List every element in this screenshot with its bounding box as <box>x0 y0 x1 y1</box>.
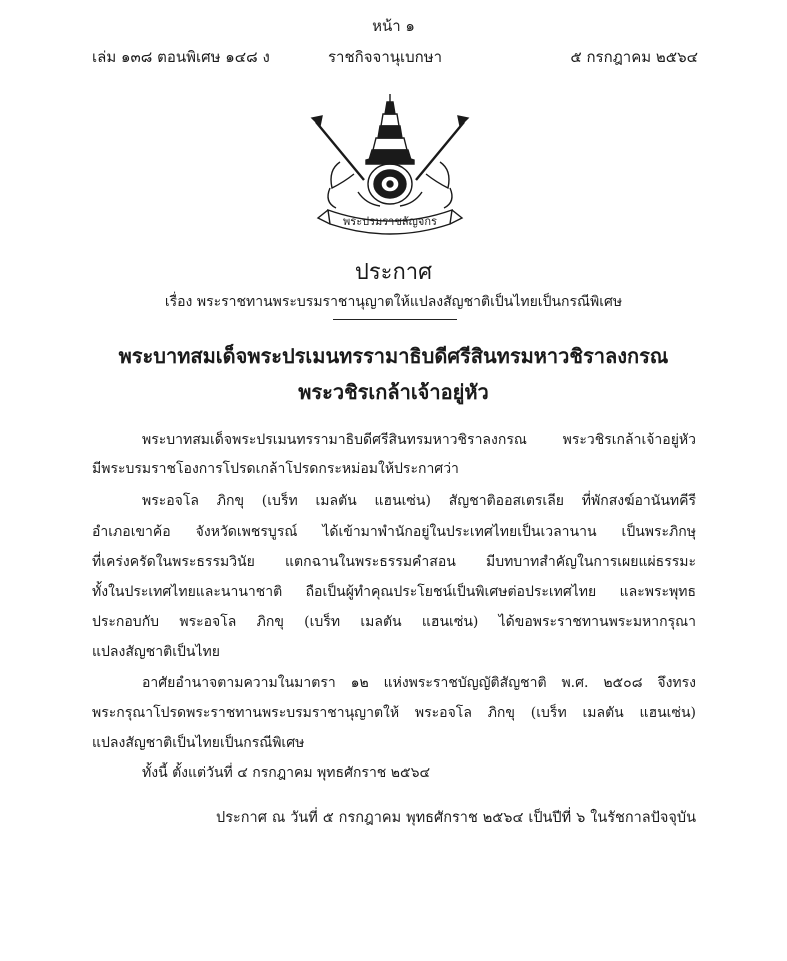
body-line: พระอจโล ภิกขุ (เบร็ท เมลตัน แฮนเซ่น) สัญชาติออสเตรเลีย ที่พักสงฆ์อานันทคีรี <box>142 493 696 509</box>
volume-issue: เล่ม ๑๓๘ ตอนพิเศษ ๑๔๘ ง <box>92 48 270 66</box>
publication-date: ๕ กรกฎาคม ๒๕๖๔ <box>570 48 698 66</box>
body-line: อำเภอเขาค้อ จังหวัดเพชรบูรณ์ ได้เข้ามาพำนักอยู่ในประเทศไทยเป็นเวลานาน เป็นพระภิกษุ <box>92 524 696 540</box>
title-divider <box>333 319 457 320</box>
subject-line: เรื่อง พระราชทานพระบรมราชานุญาตให้แปลงสัญชาติเป็นไทยเป็นกรณีพิเศษ <box>164 294 623 310</box>
body-line: แปลงสัญชาติเป็นไทยเป็นกรณีพิเศษ <box>92 735 305 751</box>
body-line: มีพระบรมราชโองการโปรดเกล้าโปรดกระหม่อมให้ประกาศว่า <box>92 461 459 477</box>
body-line: พระกรุณาโปรดพระราชทานพระบรมราชานุญาตให้ พระอจโล ภิกขุ (เบร็ท เมลตัน แฮนเซ่น) <box>92 705 696 721</box>
king-title-line-1: พระบาทสมเด็จพระปรเมนทรรามาธิบดีศรีสินทรมหาวชิราลงกรณ <box>118 344 669 368</box>
body-line: พระบาทสมเด็จพระปรเมนทรรามาธิบดีศรีสินทรมหาวชิราลงกรณ พระวชิรเกล้าเจ้าอยู่หัว <box>142 432 696 448</box>
body-line: ประกอบกับ พระอจโล ภิกขุ (เบร็ท เมลตัน แฮนเซ่น) ได้ขอพระราชทานพระมหากรุณา <box>92 614 696 630</box>
body-line: ทั้งนี้ ตั้งแต่วันที่ ๔ กรกฎาคม พุทธศักราช ๒๕๖๔ <box>142 765 431 781</box>
body-line: แปลงสัญชาติเป็นไทย <box>92 644 220 660</box>
signoff-line: ประกาศ ณ วันที่ ๕ กรกฎาคม พุทธศักราช ๒๕๖๔ เป็นปีที่ ๖ ในรัชกาลปัจจุบัน <box>216 810 696 826</box>
publication-name: ราชกิจจานุเบกษา <box>328 48 443 66</box>
body-line: ทั้งในประเทศไทยและนานาชาติ ถือเป็นผู้ทำคุณประโยชน์เป็นพิเศษต่อประเทศไทย และพระพุทธ <box>92 584 696 600</box>
document-type: ประกาศ <box>354 260 433 285</box>
body-line: อาศัยอำนาจตามความในมาตรา ๑๒ แห่งพระราชบัญญัติสัญชาติ พ.ศ. ๒๕๐๘ จึงทรง <box>142 675 696 691</box>
royal-seal-emblem-icon <box>310 92 470 237</box>
emblem-ribbon-text: พระปรมราชลัญจกร <box>343 215 437 228</box>
page-number: หน้า ๑ <box>372 17 415 35</box>
body-line: ที่เคร่งครัดในพระธรรมวินัย แตกฉานในพระธรรมคำสอน มีบทบาทสำคัญในการเผยแผ่ธรรมะ <box>92 554 696 570</box>
king-title-line-2: พระวชิรเกล้าเจ้าอยู่หัว <box>298 380 489 404</box>
